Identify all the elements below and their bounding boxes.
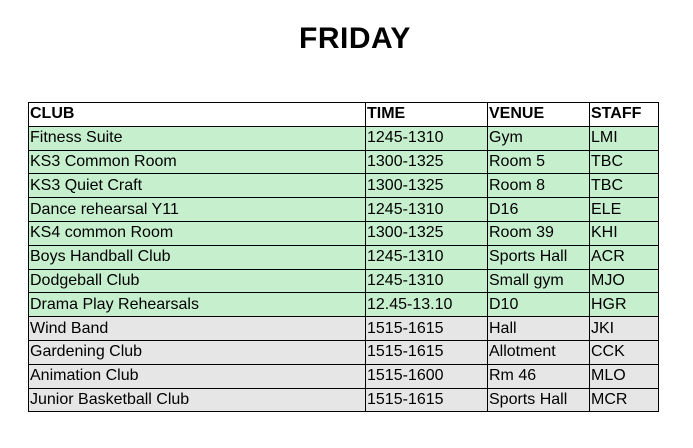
club-cell: KS3 Common Room [29, 150, 366, 174]
table-row [29, 388, 659, 412]
table-row [29, 293, 659, 317]
staff-cell: CCK [590, 340, 659, 364]
club-cell: KS4 common Room [29, 221, 366, 245]
time-cell: 1515-1615 [366, 388, 488, 412]
staff-cell: ACR [590, 245, 659, 269]
club-cell: Fitness Suite [29, 126, 366, 150]
staff-cell: MCR [590, 388, 659, 412]
venue-cell: Allotment [488, 340, 590, 364]
time-cell: 1245-1310 [366, 245, 488, 269]
staff-cell: LMI [590, 126, 659, 150]
club-cell: Animation Club [29, 364, 366, 388]
venue-cell: Gym [488, 126, 590, 150]
venue-cell: Room 39 [488, 221, 590, 245]
time-cell: 1300-1325 [366, 150, 488, 174]
time-cell: 1245-1310 [366, 126, 488, 150]
venue-cell: Small gym [488, 269, 590, 293]
venue-cell: Sports Hall [488, 388, 590, 412]
staff-cell: HGR [590, 293, 659, 317]
header-club: CLUB [29, 103, 366, 127]
staff-cell: MJO [590, 269, 659, 293]
club-cell: Boys Handball Club [29, 245, 366, 269]
time-cell: 1245-1310 [366, 269, 488, 293]
header-time: TIME [366, 103, 488, 127]
page-title: FRIDAY [299, 22, 411, 55]
table-row [29, 221, 659, 245]
table-row [29, 340, 659, 364]
table-row [29, 269, 659, 293]
staff-cell: MLO [590, 364, 659, 388]
time-cell: 1515-1615 [366, 340, 488, 364]
table-row [29, 245, 659, 269]
table-row [29, 126, 659, 150]
time-cell: 1300-1325 [366, 174, 488, 198]
club-cell: Junior Basketball Club [29, 388, 366, 412]
venue-cell: Room 8 [488, 174, 590, 198]
header-staff: STAFF [590, 103, 659, 127]
club-cell: Wind Band [29, 317, 366, 341]
club-cell: Dance rehearsal Y11 [29, 198, 366, 222]
time-cell: 1515-1600 [366, 364, 488, 388]
header-venue: VENUE [488, 103, 590, 127]
header-row [29, 103, 659, 127]
venue-cell: Sports Hall [488, 245, 590, 269]
time-cell: 1245-1310 [366, 198, 488, 222]
table-row [29, 317, 659, 341]
time-cell: 1300-1325 [366, 221, 488, 245]
staff-cell: JKI [590, 317, 659, 341]
club-schedule-table [28, 102, 659, 412]
venue-cell: D16 [488, 198, 590, 222]
venue-cell: Rm 46 [488, 364, 590, 388]
time-cell: 12.45-13.10 [366, 293, 488, 317]
staff-cell: TBC [590, 150, 659, 174]
staff-cell: ELE [590, 198, 659, 222]
table-row [29, 364, 659, 388]
table-row [29, 174, 659, 198]
table-row [29, 150, 659, 174]
venue-cell: D10 [488, 293, 590, 317]
venue-cell: Hall [488, 317, 590, 341]
table-row [29, 198, 659, 222]
club-cell: Gardening Club [29, 340, 366, 364]
staff-cell: KHI [590, 221, 659, 245]
time-cell: 1515-1615 [366, 317, 488, 341]
venue-cell: Room 5 [488, 150, 590, 174]
club-cell: Dodgeball Club [29, 269, 366, 293]
staff-cell: TBC [590, 174, 659, 198]
club-cell: Drama Play Rehearsals [29, 293, 366, 317]
club-cell: KS3 Quiet Craft [29, 174, 366, 198]
